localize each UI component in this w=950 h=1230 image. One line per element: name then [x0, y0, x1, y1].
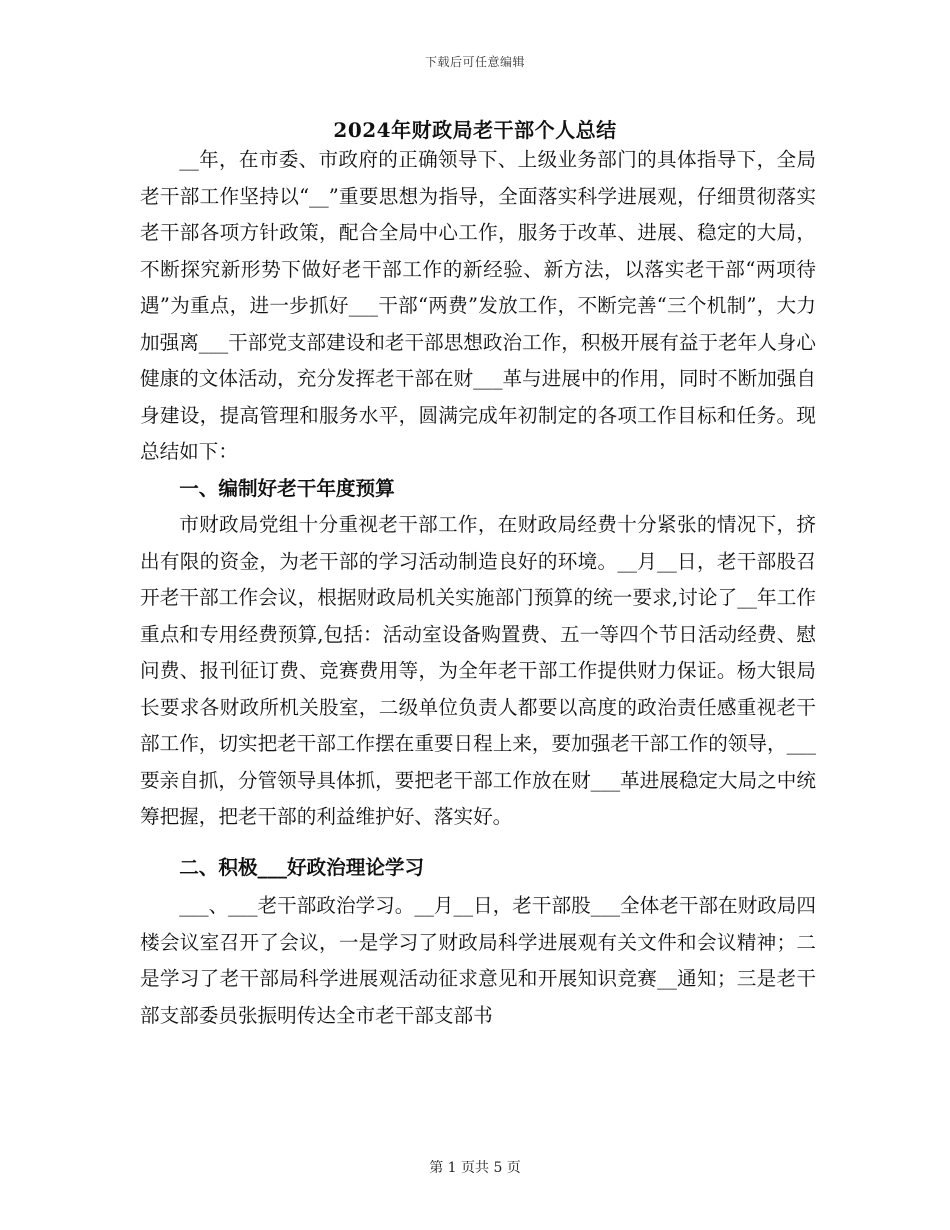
document-body	[140, 142, 816, 1034]
header-note: 下载后可任意编辑	[424, 55, 525, 69]
section-heading-1: 一、编制好老干年度预算	[179, 476, 395, 500]
page-footer: 第 1 页共 5 页	[429, 1160, 521, 1176]
section-2-paragraph: ___、___老干部政治学习。__月__日，老干部股___全体老干部在财政局四楼会议室召开了会议，一是学习了财政局科学进展观有关文件和会议精神；二是学习了老干部局科学进展观活动征求意见和开展知识竞赛__通知；三是老干部支部委员张振明传达全市老干部支部书	[140, 894, 816, 1027]
section-heading-2: 二、积极___好政治理论学习	[179, 855, 425, 879]
document-title: 2024年财政局老干部个人总结	[333, 118, 617, 142]
section-1-paragraph: 市财政局党组十分重视老干部工作，在财政局经费十分紧张的情况下，挤出有限的资金，为老干部的学习活动制造良好的环境。__月__日，老干部股召开老干部工作会议，根据财政局机关实施部门预算的统一要求,讨论了__年工作重点和专用经费预算,包括：活动室设备购置费、五一等四个节日活动经费、慰问费、报刊征订费、竞赛费用等，为全年老干部工作提供财力保证。杨大银局长要求各财政所机关股室，二级单位负责人都要以高度的政治责任感重视老干部工作，切实把老干部工作摆在重要日程上来，要加强老干部工作的领导，___要亲自抓，分管领导具体抓，要把老干部工作放在财___革进展稳定大局之中统筹把握，把老干部的利益维护好、落实好。	[140, 513, 816, 828]
intro-paragraph: __年，在市委、市政府的正确领导下、上级业务部门的具体指导下，全局老干部工作坚持以“__”重要思想为指导，全面落实科学进展观，仔细贯彻落实老干部各项方针政策，配合全局中心工作，服务于改革、进展、稳定的大局，不断探究新形势下做好老干部工作的新经验、新方法，以落实老干部“两项待遇”为重点，进一步抓好___干部“两费”发放工作，不断完善“三个机制”，大力加强离___干部党支部建设和老干部思想政治工作，积极开展有益于老年人身心健康的文体活动，充分发挥老干部在财___革与进展中的作用，同时不断加强自身建设，提高管理和服务水平，圆满完成年初制定的各项工作目标和任务。现总结如下：	[140, 148, 816, 463]
